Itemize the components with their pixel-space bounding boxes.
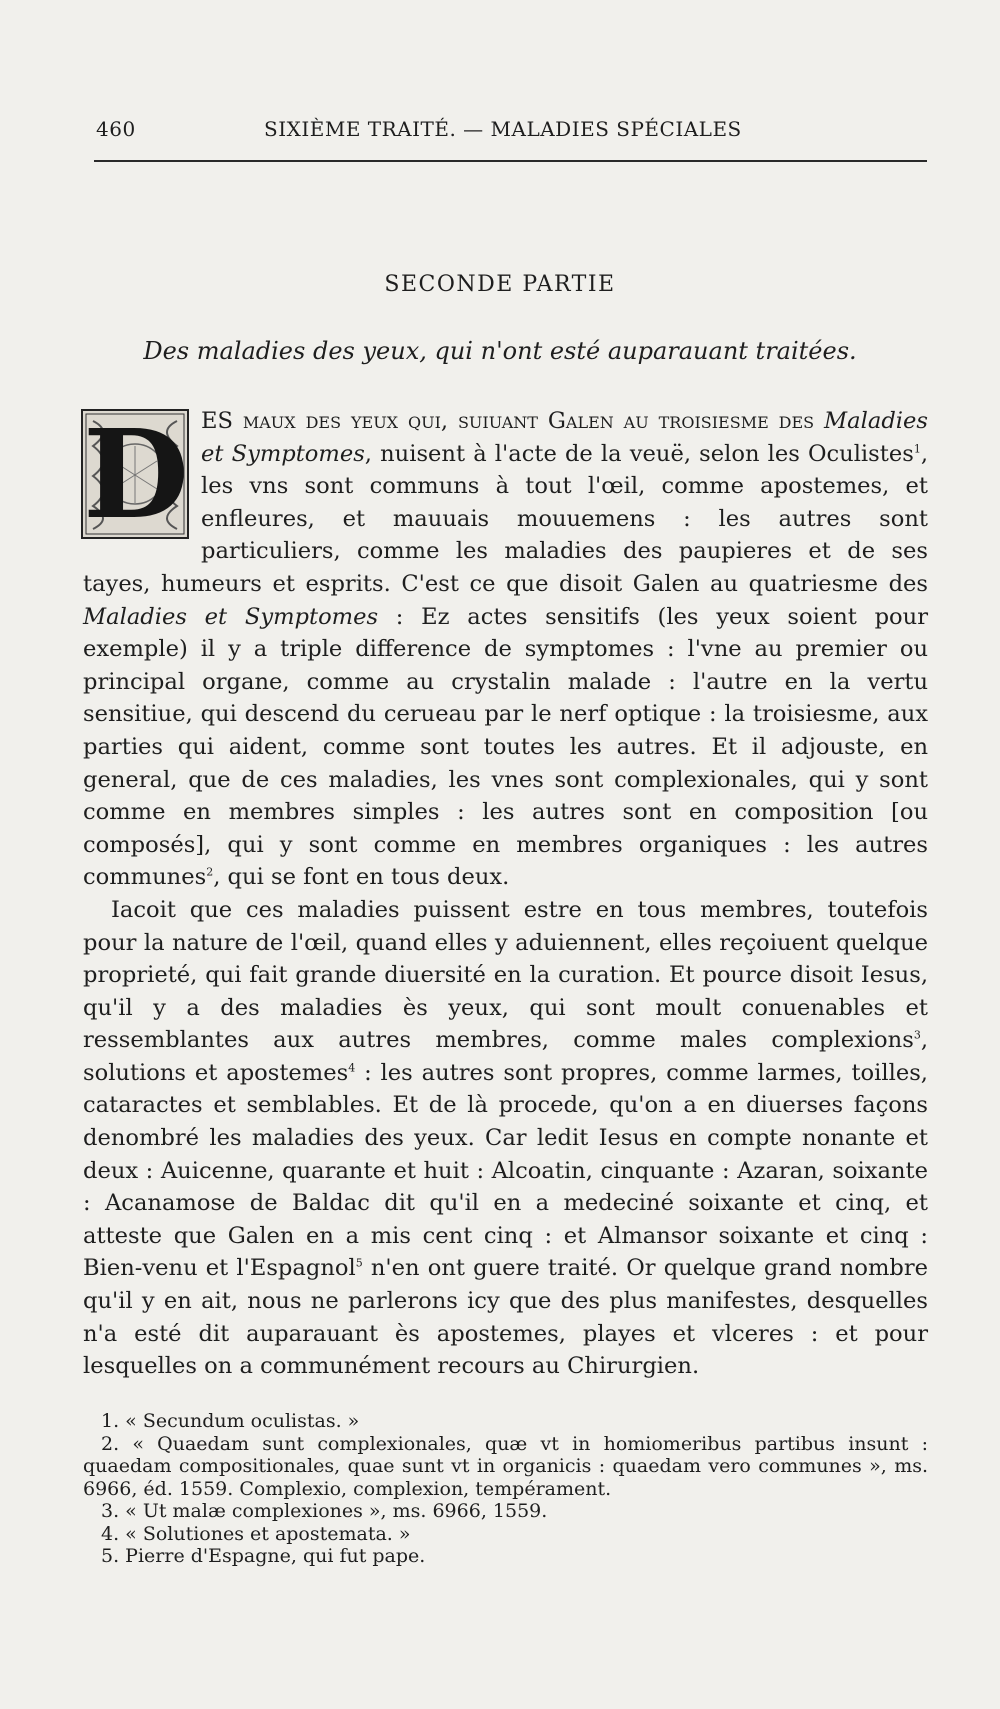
section-title: Des maladies des yeux, qui n'ont esté auparauant traitées. [143,337,857,365]
footnote-5: 5. Pierre d'Espagne, qui fut pape. [101,1545,426,1567]
footnote-2: 2. « Quaedam sunt complexionales, quæ vt in homiomeribus partibus insunt : quaedam compositionales, quae sunt vt in organicis : quaedam vero communes », ms. 6966, éd. 1559. Complexio, complexion, tempérament. [83,1432,928,1500]
footnote-ref: 1 [913,442,921,456]
footnote-1: 1. « Secundum oculistas. » [101,1410,360,1432]
footnote-ref: 5 [355,1256,363,1270]
ornamental-initial [81,402,189,546]
paragraph-2: Iacoit que ces maladies puissent estre en tous membres, toutefois pour la nature de l'œil, quand elles y aduiennent, elles reçoiuent quelque proprieté, qui fait grande diuersité en la curation. Et pource disoit Iesus, qu'il y a des maladies ès yeux, qui sont moult conuenables et ressemblantes aux autres membres, comme males complexions$^3$, solutions et apostemes$^4$ : les autres sont propres, comme larmes, toilles, cataractes et semblables. Et de là procede, qu'on a en diuerses façons denombré les maladies des yeux. Car ledit Iesus en compte nonante et deux : Auicenne, quarante et huit : Alcoatin, cinquante : Azaran, soixante : Acanamose de Baldac dit qu'il en a medeciné soixante et cinq, et atteste que Galen en a mis cent cinq : et Almansor soixante et cinq : Bien-venu et l'Espagnol$^5$ n'en ont guere traité. Or quelque grand nombre qu'il y en ait, nous ne parlerons icy que des plus manifestes, desquelles n'a esté dit auparauant ès apostemes, playes et vlceres : et pour lesquelles on a communément recours au Chirurgien. [83,896,929,1380]
part-title: SECONDE PARTIE [384,272,616,297]
footnotes [83,1410,928,1568]
running-title: SIXIÈME TRAITÉ. — MALADIES SPÉCIALES [264,117,742,141]
footnote-ref: 3 [913,1028,921,1042]
footnote-ref: 4 [348,1061,356,1075]
header-rule [94,160,927,162]
page-number: 460 [96,117,136,141]
footnote-3: 3. « Ut malæ complexiones », ms. 6966, 1559. [101,1500,548,1522]
footnote-4: 4. « Solutiones et apostemata. » [101,1522,411,1545]
body-text [83,402,929,1383]
dropcap-letter: D [83,402,189,546]
footnote-ref: 2 [206,865,214,879]
paragraph-1: D ES maux des yeux qui, suiuant Galen au troisiesme des Maladies et Symptomes, nuisent à l'acte de la veuë, selon les Oculistes$^1$, les vns sont communs à tout l'œil, comme apostemes, et enfleures, et mauuais mouuemens : les autres sont particuliers, comme les maladies des paupieres et de ses tayes, humeurs et esprits. C'est ce que disoit Galen au quatriesme des Maladies et Symptomes : Ez actes sensitifs (les yeux soient pour exemple) il y a triple difference de symptomes : l'vne au premier ou principal organe, comme au crystalin malade : l'autre en la vertu sensitiue, qui descend du cerueau par le nerf optique : la troisiesme, aux parties qui aident, comme sont toutes les autres. Et il adjouste, en general, que de ces maladies, les vnes sont complexionales, qui y sont comme en membres simples : les autres sont en composition [ou composés], qui y sont comme en membres organiques : les autres communes$^2$, qui se font en tous deux. [83,402,928,891]
